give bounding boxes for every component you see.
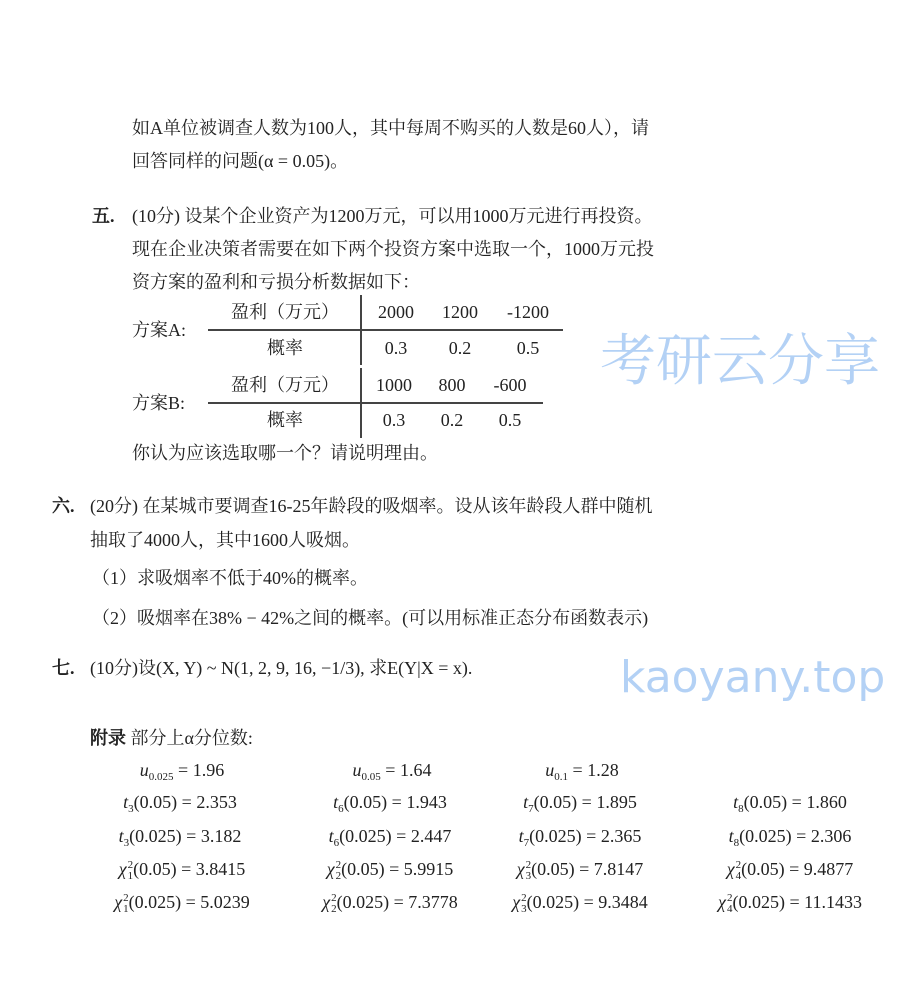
appendix-title: 附录	[90, 728, 126, 748]
subscript: 2	[331, 902, 337, 915]
symbol: t	[123, 792, 129, 812]
superscript: 2	[521, 891, 527, 904]
value: 2.306	[810, 826, 852, 846]
row-header: 盈利（万元）	[231, 375, 339, 395]
quantile-entry: $u_{0.05} = 1.64$	[352, 760, 432, 783]
argument: (0.025)	[129, 826, 182, 846]
q4-line1: 如A单位被调查人数为100人，其中每周不购买的人数是60人），请	[132, 118, 649, 138]
subscript: 6	[333, 837, 340, 849]
profit-value: -1200	[507, 302, 549, 322]
value: 5.0239	[200, 892, 250, 912]
quantile-entry: χ 2 4 (0.05) = 9.4877	[726, 858, 854, 882]
quantile-entry: χ 2 1 (0.05) = 3.8415	[118, 858, 246, 882]
quantile-entry: $t_8(0.05) = 1.860$	[733, 792, 847, 815]
argument: (0.05)	[533, 792, 578, 812]
quantile-entry: χ 2 3 (0.05) = 7.8147	[516, 858, 644, 882]
subscript: 3	[123, 837, 130, 849]
superscript: 2	[525, 858, 532, 871]
quantile-entry: $t_7(0.05) = 1.895$	[523, 792, 637, 815]
subscript: 8	[738, 803, 744, 815]
row-header: 盈利（万元）	[231, 302, 339, 322]
symbol: χ	[114, 892, 123, 912]
profit-value: 2000	[378, 302, 414, 322]
argument: (0.05)	[341, 859, 385, 879]
subscript: 2	[335, 869, 342, 882]
symbol: t	[333, 792, 339, 812]
row-header: 概率	[267, 410, 303, 430]
symbol: t	[518, 826, 524, 846]
profit-value: 1000	[376, 375, 412, 395]
q6-sub1: （1）求吸烟率不低于40%的概率。	[92, 568, 368, 588]
symbol: u	[139, 760, 149, 780]
argument: (0.025)	[336, 892, 390, 912]
watermark-url: kaoyany.top	[620, 652, 886, 703]
row-header: 概率	[267, 338, 303, 358]
q5-line1: (10分) 设某个企业资产为1200万元，可以用1000万元进行再投资。	[132, 206, 653, 226]
profit-value: 800	[438, 375, 466, 395]
argument: (0.05)	[743, 792, 788, 812]
value: 7.8147	[593, 859, 644, 879]
value: 1.96	[192, 760, 225, 780]
superscript: 2	[331, 891, 337, 904]
value: 5.9915	[403, 859, 454, 879]
quantile-entry: $t_7(0.025) = 2.365$	[518, 826, 642, 849]
value: 7.3778	[408, 892, 458, 912]
value: 3.8415	[195, 859, 246, 879]
q5-line2: 现在企业决策者需要在如下两个投资方案中选取一个，1000万元投	[132, 239, 654, 259]
superscript: 2	[735, 858, 742, 871]
q4-line2: 回答同样的问题(α = 0.05)。	[132, 151, 349, 171]
symbol: χ	[118, 859, 127, 879]
subscript: 0.1	[554, 771, 569, 783]
superscript: 2	[726, 891, 733, 904]
argument: (0.025)	[526, 892, 580, 912]
value: 2.365	[600, 826, 642, 846]
symbol: χ	[516, 859, 525, 879]
value: 1.895	[596, 792, 637, 812]
symbol: t	[328, 826, 334, 846]
q5-line3: 资方案的盈利和亏损分析数据如下：	[132, 272, 420, 292]
value: 2.353	[196, 792, 237, 812]
prob-value: 0.3	[382, 410, 406, 430]
subscript: 0.025	[148, 771, 174, 783]
value: 11.1433	[804, 892, 862, 912]
plan-label: 方案A:	[132, 320, 186, 340]
quantile-entry: $t_3(0.05) = 2.353$	[123, 792, 237, 815]
symbol: χ	[726, 859, 735, 879]
symbol: t	[118, 826, 124, 846]
prob-value: 0.5	[498, 410, 522, 430]
symbol: χ	[322, 892, 331, 912]
symbol: u	[545, 760, 555, 780]
q5-number: 五.	[92, 206, 115, 226]
value: 9.4877	[803, 859, 854, 879]
subscript: 6	[338, 803, 344, 815]
quantile-entry: χ 2 1 (0.025) = 5.0239	[114, 891, 250, 915]
argument: (0.05)	[531, 859, 575, 879]
q7-text: (10分)设(X, Y) ~ N(1, 2, 9, 16, −1/3), 求E(Y|X = x).	[90, 658, 473, 678]
quantile-entry: $t_8(0.025) = 2.306$	[728, 826, 852, 849]
q7-number: 七.	[52, 658, 75, 678]
subscript: 3	[128, 803, 134, 815]
quantile-entry: $t_6(0.025) = 2.447$	[328, 826, 452, 849]
profit-value: -600	[493, 375, 527, 395]
subscript: 1	[127, 869, 134, 882]
q6-sub2: （2）吸烟率在38% − 42%之间的概率。(可以用标准正态分布函数表示)	[92, 608, 649, 628]
superscript: 2	[335, 858, 342, 871]
subscript: 0.05	[361, 771, 381, 783]
appendix-subtitle: 部分上α分位数:	[130, 728, 253, 748]
q6-number: 六.	[52, 496, 75, 516]
symbol: t	[523, 792, 529, 812]
argument: (0.05)	[741, 859, 785, 879]
argument: (0.05)	[133, 792, 178, 812]
quantile-entry: χ 2 3 (0.025) = 9.3484	[512, 891, 648, 915]
quantile-entry: χ 2 2 (0.05) = 5.9915	[326, 858, 454, 882]
subscript: 4	[726, 902, 733, 915]
argument: (0.05)	[133, 859, 177, 879]
subscript: 4	[735, 869, 742, 882]
quantile-entry: $u_{0.025} = 1.96$	[139, 760, 225, 783]
profit-value: 1200	[442, 302, 478, 322]
value: 9.3484	[598, 892, 648, 912]
value: 1.860	[806, 792, 847, 812]
subscript: 1	[123, 902, 129, 915]
subscript: 8	[733, 837, 740, 849]
argument: (0.025)	[739, 826, 792, 846]
value: 1.64	[399, 760, 432, 780]
value: 3.182	[200, 826, 242, 846]
symbol: u	[352, 760, 362, 780]
argument: (0.025)	[732, 892, 785, 912]
quantile-entry: $u_{0.1} = 1.28$	[545, 760, 619, 783]
value: 2.447	[410, 826, 452, 846]
quantile-entry: χ 2 2 (0.025) = 7.3778	[322, 891, 458, 915]
prob-value: 0.5	[516, 338, 540, 358]
plan-label: 方案B:	[132, 393, 186, 413]
argument: (0.025)	[128, 892, 182, 912]
value: 1.28	[587, 760, 619, 780]
quantile-entry: $t_3(0.025) = 3.182$	[118, 826, 242, 849]
argument: (0.025)	[529, 826, 582, 846]
subscript: 7	[528, 803, 534, 815]
symbol: χ	[326, 859, 335, 879]
subscript: 7	[523, 837, 530, 849]
value: 1.943	[406, 792, 447, 812]
symbol: t	[733, 792, 739, 812]
prob-value: 0.2	[440, 410, 464, 430]
argument: (0.05)	[343, 792, 388, 812]
argument: (0.025)	[339, 826, 392, 846]
superscript: 2	[127, 858, 134, 871]
prob-value: 0.2	[448, 338, 472, 358]
q6-line2: 抽取了4000人，其中1600人吸烟。	[90, 530, 360, 550]
subscript: 3	[525, 869, 532, 882]
symbol: χ	[718, 892, 726, 912]
superscript: 2	[123, 891, 129, 904]
prob-value: 0.3	[384, 338, 408, 358]
quantile-entry: χ 2 4 (0.025) = 11.1433	[718, 891, 862, 915]
symbol: t	[728, 826, 734, 846]
watermark-cn: 考研云分享	[600, 329, 880, 394]
q5-question: 你认为应该选取哪一个？请说明理由。	[132, 443, 438, 463]
quantile-entry: $t_6(0.05) = 1.943$	[333, 792, 447, 815]
subscript: 3	[521, 902, 527, 915]
symbol: χ	[512, 892, 521, 912]
q6-line1: (20分) 在某城市要调查16-25年龄段的吸烟率。设从该年龄段人群中随机	[90, 496, 653, 516]
